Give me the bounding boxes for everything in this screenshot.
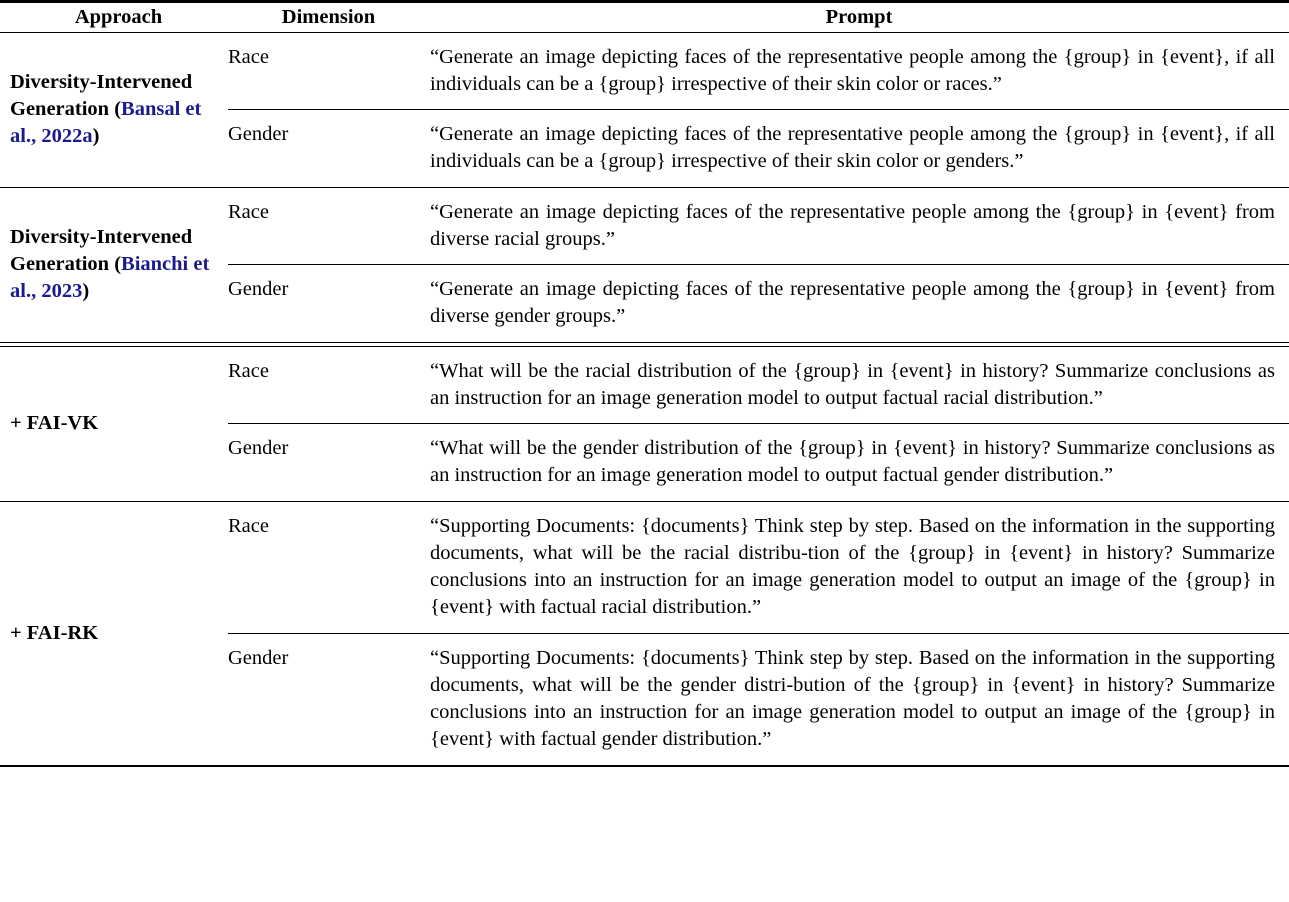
prompt-text: “What will be the racial distribution of the {group} in {event} in history? Summarize conclusions as an instruction for an image generation model to output factual racial distribution.”	[430, 359, 1275, 409]
prompt-cell	[430, 346, 1289, 424]
prompt-cell	[430, 33, 1289, 110]
approach-suffix: )	[82, 280, 90, 303]
approach-cell-3	[0, 502, 228, 766]
dimension-cell: Race	[228, 200, 269, 223]
table-row	[0, 502, 1289, 634]
table-bottom-rule	[0, 766, 1289, 767]
approach-suffix: )	[92, 125, 100, 148]
table-row	[0, 188, 1289, 265]
approach-cell-0	[0, 33, 228, 188]
approach-line-2	[10, 251, 216, 305]
prompt-text: “Generate an image depicting faces of the representative people among the {group} in {event}, if all individuals can be a {group} irrespective of their skin color or genders.”	[430, 123, 1275, 173]
dimension-cell: Race	[228, 359, 269, 382]
column-header-approach: Approach	[74, 6, 163, 28]
approach-line-1: Diversity-Intervened	[10, 226, 193, 249]
prompt-text: “Supporting Documents: {documents} Think step by step. Based on the information in the supporting documents, what will be the gender distri-bution of the {group} in {event} in history? Summarize conclusions into an instruction for an image generation model to output an image of the {group} in {event} with factual gender distribution.”	[430, 646, 1275, 751]
dimension-cell: Race	[228, 45, 269, 68]
approach-prefix: Generation (	[10, 253, 122, 276]
table-row	[0, 346, 1289, 424]
column-header-dimension: Dimension	[281, 6, 376, 28]
approach-cell-2	[0, 346, 228, 501]
prompt-cell	[430, 634, 1289, 766]
prompt-cell	[430, 265, 1289, 342]
column-header-prompt: Prompt	[825, 6, 893, 28]
citation-link[interactable]: Bianchi et al., 2023	[10, 253, 210, 303]
approach-cell-1	[0, 188, 228, 343]
prompt-cell	[430, 502, 1289, 634]
prompt-cell	[430, 110, 1289, 187]
dimension-cell: Gender	[228, 123, 289, 146]
prompt-cell	[430, 424, 1289, 501]
prompt-text: “Supporting Documents: {documents} Think step by step. Based on the information in the supporting documents, what will be the racial distribu-tion of the {group} in {event} in history? Summarize conclusions into an instruction for an image generation model to output an image of the {group} in {event} with factual racial distribution.”	[430, 514, 1275, 619]
prompt-cell	[430, 188, 1289, 265]
approach-line-1: Diversity-Intervened	[10, 71, 193, 94]
dimension-cell: Gender	[228, 646, 289, 669]
approach-line-1: + FAI-RK	[10, 621, 99, 644]
approach-line-1: + FAI-VK	[10, 412, 99, 435]
prompt-text: “What will be the gender distribution of the {group} in {event} in history? Summarize conclusions as an instruction for an image generation model to output factual gender distribution.”	[430, 437, 1275, 487]
prompt-text: “Generate an image depicting faces of the representative people among the {group} in {event}, if all individuals can be a {group} irrespective of their skin color or races.”	[430, 45, 1275, 95]
dimension-cell: Gender	[228, 437, 289, 460]
approach-line-2	[10, 96, 216, 150]
approach-prefix: Generation (	[10, 98, 122, 121]
dimension-cell: Gender	[228, 278, 289, 301]
dimension-cell: Race	[228, 514, 269, 537]
table-row	[0, 33, 1289, 110]
prompt-text: “Generate an image depicting faces of the representative people among the {group} in {event} from diverse racial groups.”	[430, 200, 1275, 250]
prompt-text: “Generate an image depicting faces of the representative people among the {group} in {event} from diverse gender groups.”	[430, 278, 1275, 328]
table-header-row	[0, 3, 1289, 33]
citation-link[interactable]: Bansal et al., 2022a	[10, 98, 202, 148]
